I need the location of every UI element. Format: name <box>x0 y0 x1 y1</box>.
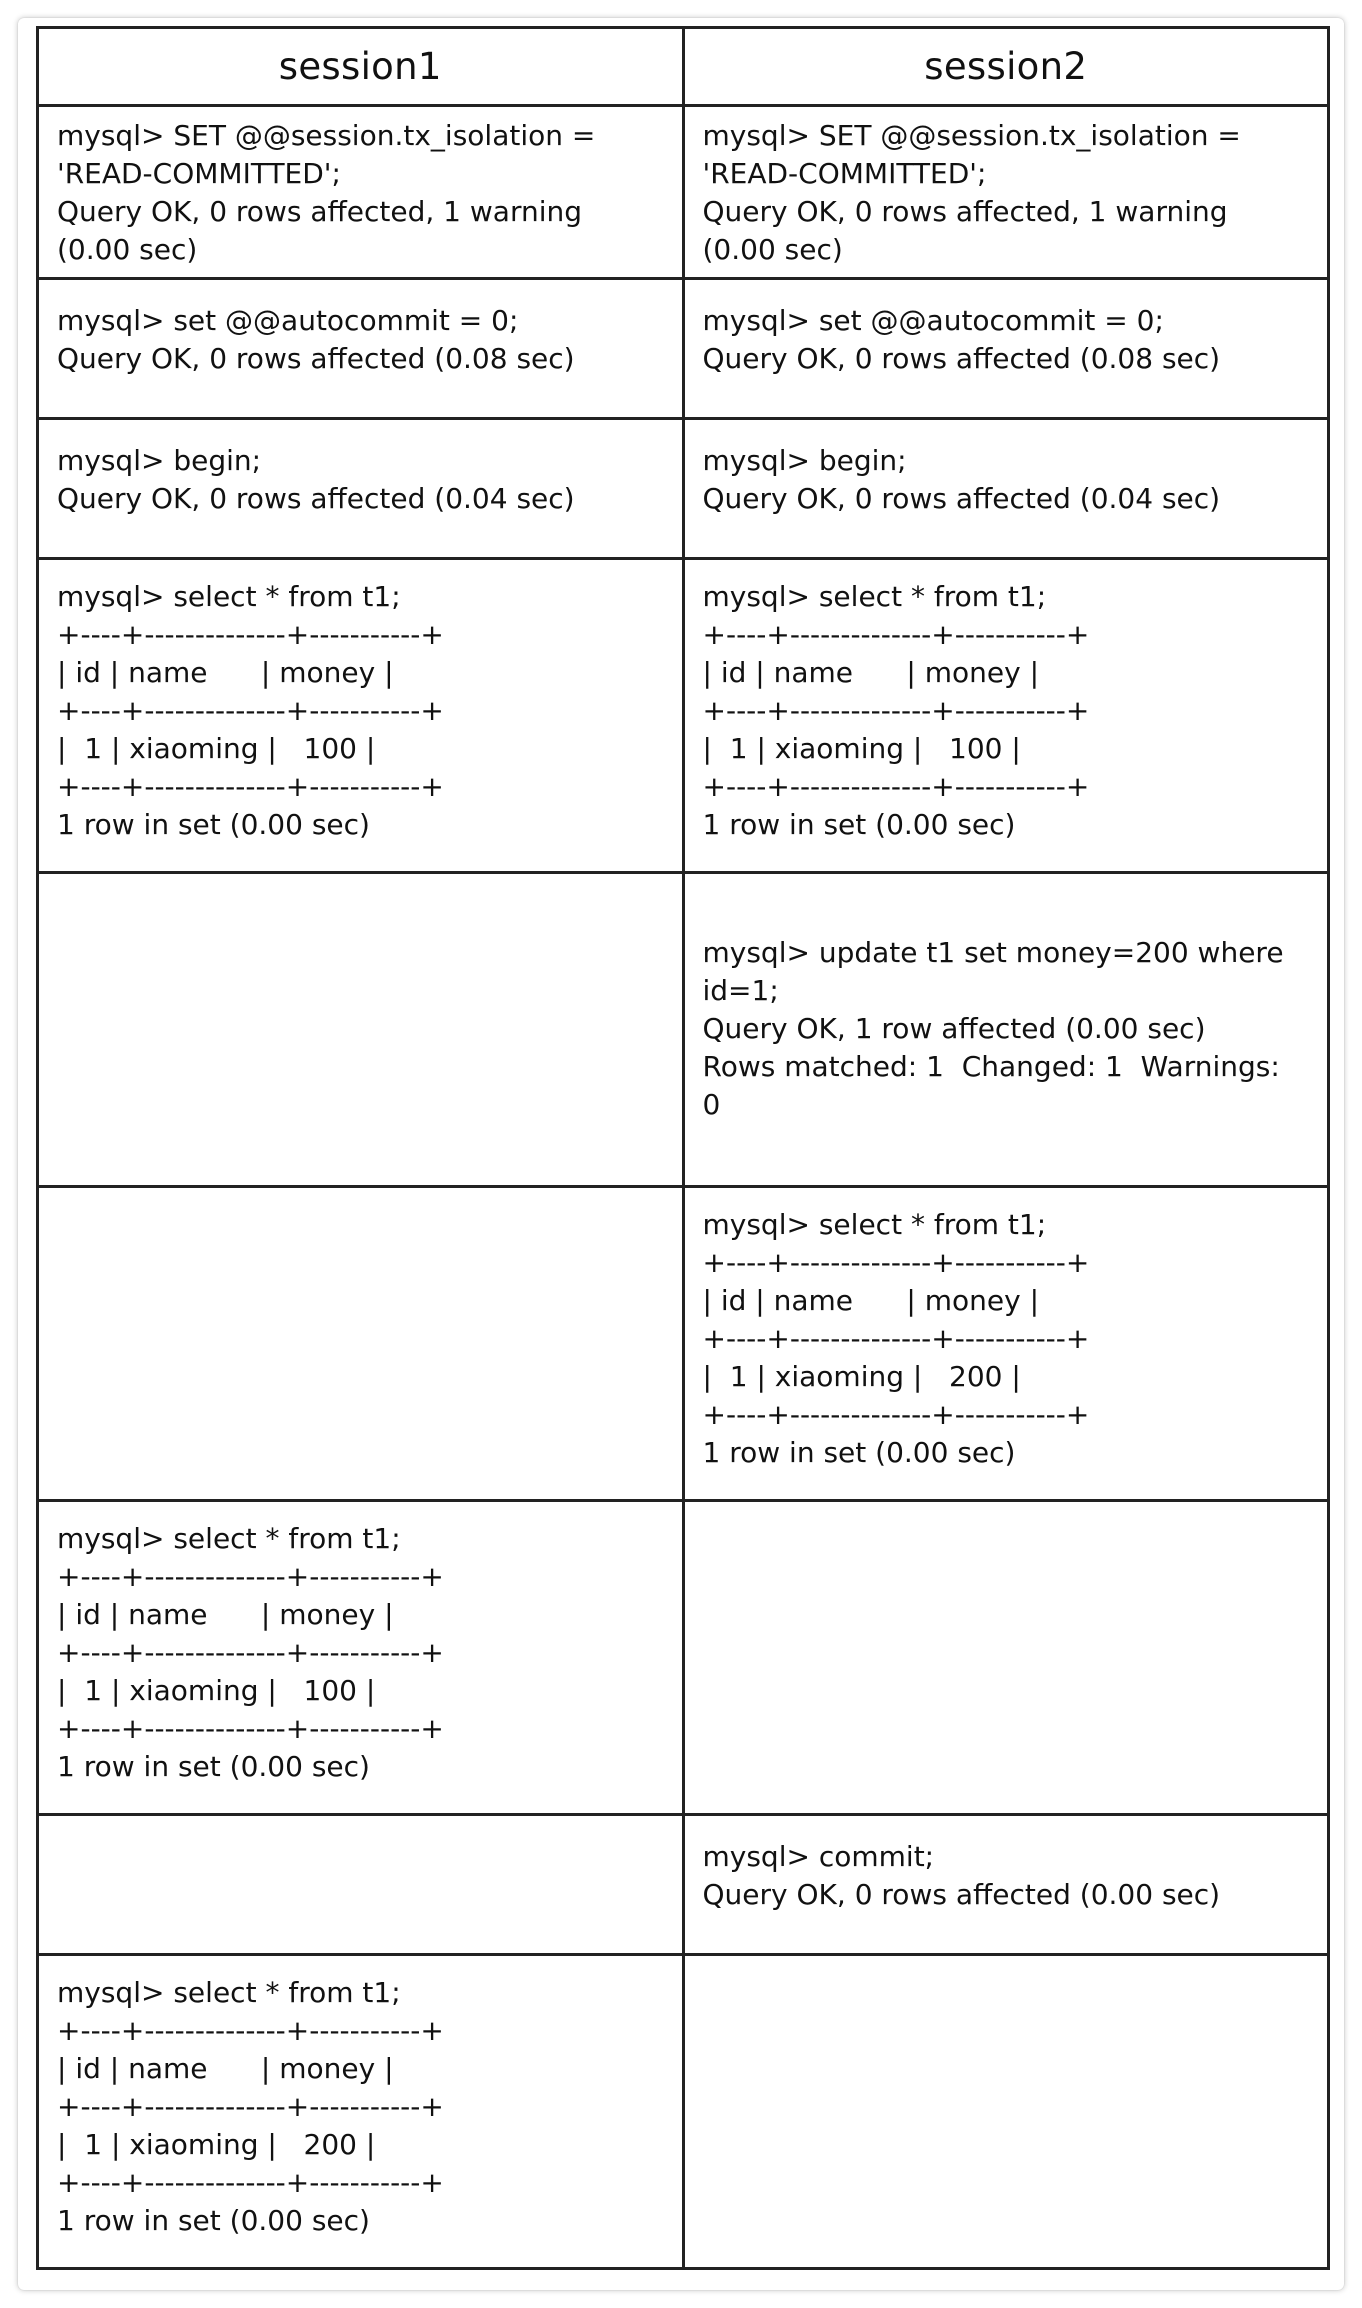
terminal-line: id=1; <box>702 974 779 1007</box>
terminal-line: mysql> SET @@session.tx_isolation = <box>57 119 596 152</box>
terminal-line: (0.00 sec) <box>57 233 198 266</box>
terminal-line: | 1 | xiaoming | 100 | <box>57 1674 376 1707</box>
terminal-line: Query OK, 0 rows affected (0.04 sec) <box>702 482 1221 515</box>
terminal-line: +----+--------------+-----------+ <box>702 618 1090 651</box>
terminal-line: 1 row in set (0.00 sec) <box>702 808 1016 841</box>
terminal-line: | 1 | xiaoming | 100 | <box>702 732 1021 765</box>
terminal-line: mysql> select * from t1; <box>702 1208 1047 1241</box>
header-row <box>38 28 1329 106</box>
session1-cell <box>38 1187 684 1501</box>
terminal-line: mysql> set @@autocommit = 0; <box>57 304 519 337</box>
terminal-line: +----+--------------+-----------+ <box>57 694 444 727</box>
session1-header: session1 <box>38 28 684 106</box>
terminal-line: 'READ-COMMITTED'; <box>702 157 987 190</box>
terminal-line: 1 row in set (0.00 sec) <box>702 1436 1016 1469</box>
terminal-line: mysql> select * from t1; <box>57 1522 401 1555</box>
terminal-line: +----+--------------+-----------+ <box>702 694 1090 727</box>
session2-cell <box>683 1815 1329 1955</box>
session1-cell <box>38 1815 684 1955</box>
session2-cell <box>683 106 1329 279</box>
step-row-8 <box>38 1815 1329 1955</box>
step-row-7 <box>38 1501 1329 1815</box>
terminal-line: 1 row in set (0.00 sec) <box>57 808 370 841</box>
terminal-line: +----+--------------+-----------+ <box>702 1398 1090 1431</box>
step-row-6 <box>38 1187 1329 1501</box>
session1-cell <box>38 873 684 1187</box>
terminal-line: mysql> select * from t1; <box>702 580 1047 613</box>
terminal-line: +----+--------------+-----------+ <box>702 770 1090 803</box>
session2-cell <box>683 559 1329 873</box>
terminal-line: mysql> commit; <box>702 1840 935 1873</box>
step-row-3 <box>38 419 1329 559</box>
terminal-line: +----+--------------+-----------+ <box>57 770 444 803</box>
terminal-line: | id | name | money | <box>702 1284 1040 1317</box>
terminal-line: Query OK, 0 rows affected, 1 warning <box>57 195 583 228</box>
terminal-line: +----+--------------+-----------+ <box>57 2014 444 2047</box>
terminal-line: 'READ-COMMITTED'; <box>57 157 341 190</box>
terminal-line: mysql> begin; <box>702 444 907 477</box>
terminal-line: +----+--------------+-----------+ <box>57 2090 444 2123</box>
terminal-line: mysql> update t1 set money=200 where <box>702 936 1284 969</box>
session2-cell <box>683 1501 1329 1815</box>
terminal-line: | 1 | xiaoming | 100 | <box>57 732 376 765</box>
terminal-line: +----+--------------+-----------+ <box>57 1560 444 1593</box>
terminal-line: (0.00 sec) <box>702 233 843 266</box>
terminal-line: Query OK, 0 rows affected, 1 warning <box>702 195 1228 228</box>
terminal-line: mysql> SET @@session.tx_isolation = <box>702 119 1241 152</box>
step-row-5 <box>38 873 1329 1187</box>
terminal-line: Query OK, 0 rows affected (0.08 sec) <box>702 342 1221 375</box>
session1-cell <box>38 559 684 873</box>
terminal-line: +----+--------------+-----------+ <box>702 1246 1090 1279</box>
terminal-line: +----+--------------+-----------+ <box>57 618 444 651</box>
terminal-line: | 1 | xiaoming | 200 | <box>57 2128 376 2161</box>
step-row-9 <box>38 1955 1329 2269</box>
session1-cell <box>38 1955 684 2269</box>
session2-cell <box>683 1955 1329 2269</box>
terminal-line: Query OK, 0 rows affected (0.08 sec) <box>57 342 575 375</box>
terminal-line: +----+--------------+-----------+ <box>57 2166 444 2199</box>
step-row-1 <box>38 106 1329 279</box>
terminal-line: | id | name | money | <box>57 1598 394 1631</box>
session2-header: session2 <box>683 28 1329 106</box>
session2-cell <box>683 279 1329 419</box>
session2-cell <box>683 419 1329 559</box>
session2-cell <box>683 873 1329 1187</box>
session1-cell <box>38 279 684 419</box>
terminal-line: 1 row in set (0.00 sec) <box>57 1750 370 1783</box>
terminal-line: mysql> begin; <box>57 444 262 477</box>
terminal-line: Query OK, 0 rows affected (0.04 sec) <box>57 482 575 515</box>
session1-cell <box>38 1501 684 1815</box>
session1-cell <box>38 106 684 279</box>
terminal-line: | id | name | money | <box>57 656 394 689</box>
terminal-line: Query OK, 0 rows affected (0.00 sec) <box>702 1878 1221 1911</box>
terminal-line: 1 row in set (0.00 sec) <box>57 2204 370 2237</box>
step-row-2 <box>38 279 1329 419</box>
terminal-line: mysql> select * from t1; <box>57 1976 401 2009</box>
session2-cell <box>683 1187 1329 1501</box>
terminal-line: 0 <box>702 1088 721 1121</box>
terminal-line: +----+--------------+-----------+ <box>57 1712 444 1745</box>
terminal-line: Rows matched: 1 Changed: 1 Warnings: <box>702 1050 1280 1083</box>
terminal-line: +----+--------------+-----------+ <box>57 1636 444 1669</box>
terminal-line: mysql> set @@autocommit = 0; <box>702 304 1164 337</box>
terminal-line: | id | name | money | <box>57 2052 394 2085</box>
terminal-line: | 1 | xiaoming | 200 | <box>702 1360 1021 1393</box>
session-comparison-table <box>36 26 1330 2270</box>
step-row-4 <box>38 559 1329 873</box>
terminal-line: +----+--------------+-----------+ <box>702 1322 1090 1355</box>
terminal-line: | id | name | money | <box>702 656 1040 689</box>
terminal-line: Query OK, 1 row affected (0.00 sec) <box>702 1012 1206 1045</box>
session1-cell <box>38 419 684 559</box>
terminal-line: mysql> select * from t1; <box>57 580 401 613</box>
